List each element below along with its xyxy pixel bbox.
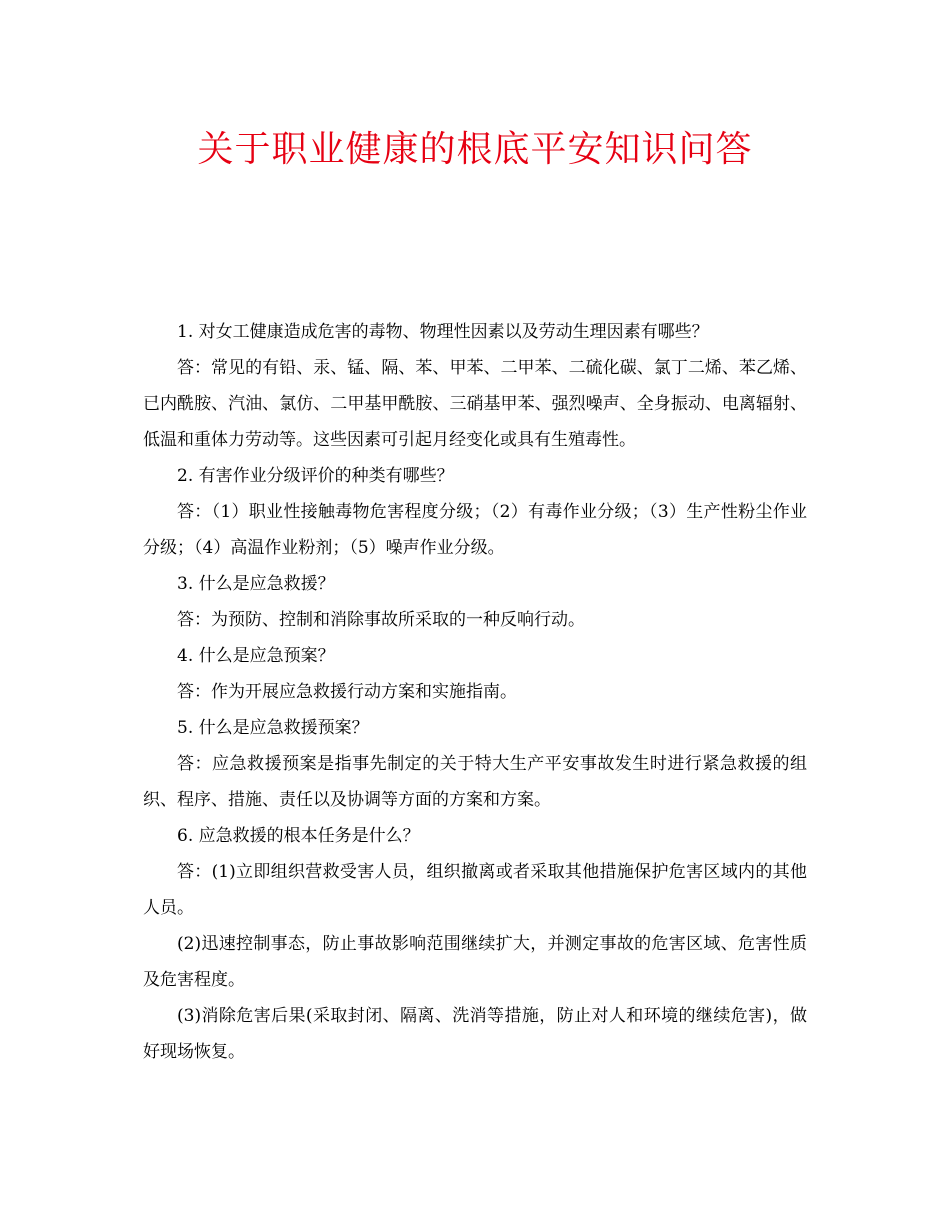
answer-2: 答：（1）职业性接触毒物危害程度分级；（2）有毒作业分级；（3）生产性粉尘作业分级；（4）高温作业粉剂；（5）噪声作业分级。 (143, 502, 807, 558)
question-4: 4. 什么是应急预案？ (177, 646, 335, 666)
answer-1: 答：常见的有铅、汞、锰、隔、苯、甲苯、二甲苯、二硫化碳、氯丁二烯、苯乙烯、已内酰胺、汽油、氯仿、二甲基甲酰胺、三硝基甲苯、强烈噪声、全身振动、电离辐射、低温和重体力劳动等。这些因素可引起月经变化或具有生殖毒性。 (143, 358, 807, 450)
answer-6-part-1: 答：(1)立即组织营救受害人员，组织撤离或者采取其他措施保护危害区域内的其他人员。 (143, 862, 807, 918)
question-6: 6. 应急救援的根本任务是什么？ (177, 826, 420, 846)
question-2: 2. 有害作业分级评价的种类有哪些？ (177, 466, 454, 486)
answer-5: 答：应急救援预案是指事先制定的关于特大生产平安事故发生时进行紧急救援的组织、程序、措施、责任以及协调等方面的方案和方案。 (143, 754, 807, 810)
document-body (143, 314, 807, 1070)
question-1: 1. 对女工健康造成危害的毒物、物理性因素以及劳动生理因素有哪些？ (177, 322, 709, 342)
answer-6-part-3: (3)消除危害后果(采取封闭、隔离、洗消等措施，防止对人和环境的继续危害)，做好现场恢复。 (143, 1006, 807, 1062)
answer-4: 答：作为开展应急救援行动方案和实施指南。 (177, 682, 517, 702)
answer-6-part-2: (2)迅速控制事态，防止事故影响范围继续扩大，并测定事故的危害区域、危害性质及危害程度。 (143, 934, 807, 990)
answer-3: 答：为预防、控制和消除事故所采取的一种反响行动。 (177, 610, 585, 630)
question-3: 3. 什么是应急救援？ (177, 574, 335, 594)
page-title: 关于职业健康的根底平安知识问答 (197, 129, 753, 170)
question-5: 5. 什么是应急救援预案？ (177, 718, 369, 738)
